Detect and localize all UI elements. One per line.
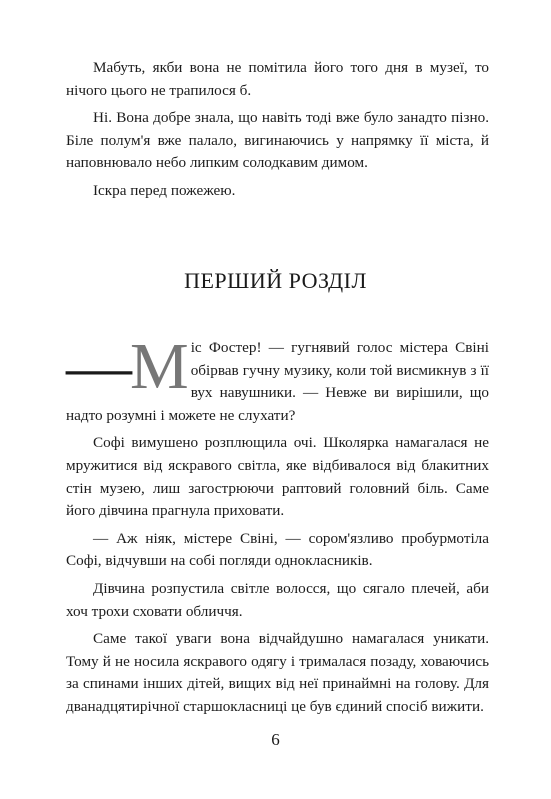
prologue-paragraph-3: Іскра перед пожежею. <box>93 181 236 199</box>
drop-cap-letter: М <box>130 330 187 403</box>
chapter-paragraph-4: Дівчина розпустила світле волосся, що сягало плечей, аби хоч трохи сховати обличчя. <box>66 579 489 620</box>
chapter-title: ПЕРШИЙ РОЗДІЛ <box>184 268 367 293</box>
drop-cap <box>66 330 187 403</box>
chapter-opening-paragraph <box>66 330 489 427</box>
prologue-text <box>66 57 489 208</box>
opening-paragraph-text: іс Фостер! — гугнявий голос містера Свіні обірвав гучну музику, коли той висмикнув з її вух навушники. — Невже ви вирішили, що надто розумні і можете не слухати? <box>66 339 489 424</box>
drop-cap-dash: — <box>66 330 130 403</box>
chapter-paragraph-5: Саме такої уваги вона відчайдушно намагалася уникати. Тому й не носила яскравого одягу і трималася позаду, ховаючись за спинами інших дітей, вищих від неї принаймні на голову. Для дванадцятирічної старшокласниці це був єдиний спосіб вижити. <box>66 630 489 715</box>
prologue-paragraph-2: Ні. Вона добре знала, що навіть тоді вже було занадто пізно. Біле полум'я вже палало, вигинаючись у напрямку її міста, й наповнювало небо липким солодкавим димом. <box>66 109 489 172</box>
chapter-paragraph-2: Софі вимушено розплющила очі. Школярка намагалася не мружитися від яскравого світла, яке відбивалося від блакитних стін музею, лиш загострюючи раптовий головний біль. Саме його дівчина прагнула приховати. <box>66 434 489 520</box>
chapter-text <box>66 330 489 724</box>
page-number: 6 <box>271 730 280 749</box>
prologue-paragraph-1: Мабуть, якби вона не помітила його того дня в музеї, то нічого цього не трапилося б. <box>66 59 489 99</box>
chapter-paragraph-3: — Аж ніяк, містере Свіні, — сором'язливо пробурмотіла Софі, відчувши на собі погляди однокласників. <box>66 529 489 570</box>
